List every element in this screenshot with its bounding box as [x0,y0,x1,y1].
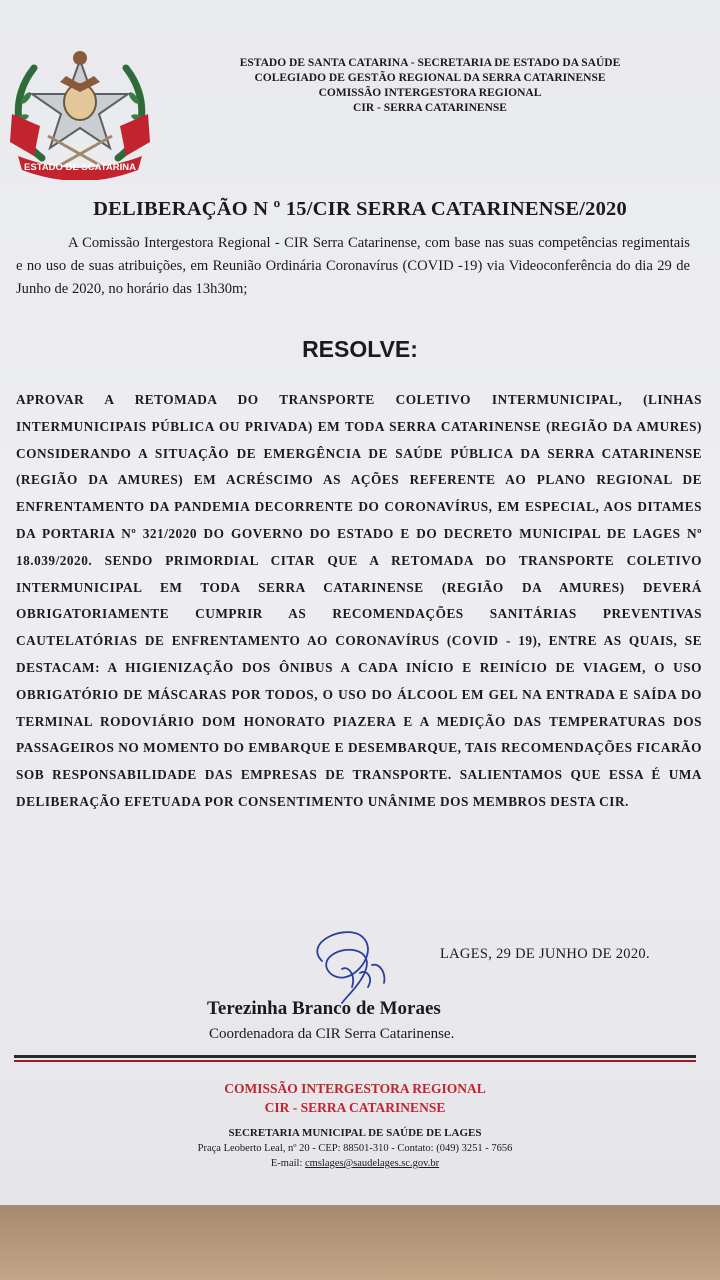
footer-email-link[interactable]: cmslages@saudelages.sc.gov.br [305,1158,440,1169]
letterhead-line-4: CIR - SERRA CATARINENSE [353,102,507,114]
letterhead-line-3: COMISSÃO INTERGESTORA REGIONAL [318,87,542,99]
footer-divider-accent [14,1060,696,1062]
resolve-heading: RESOLVE: [302,336,418,362]
document-date: LAGES, 29 DE JUNHO DE 2020. [440,946,650,962]
letterhead-line-1: ESTADO DE SANTA CATARINA - SECRETARIA DE ESTADO DA SAÚDE [239,57,621,69]
letterhead [160,56,700,116]
intro-text: A Comissão Intergestora Regional - CIR Serra Catarinense, com base nas suas competências regimentais e no uso de suas atribuições, em Reunião Ordinária Coronavírus (COVID -19) via Videoconferência do dia 29 de Junho de 2020, no horário das 13h30m; [16,235,690,297]
footer-org-line-1: COMISSÃO INTERGESTORA REGIONAL [224,1081,486,1096]
footer-email-line [140,1156,570,1171]
intro-paragraph [16,232,690,301]
resolution-body: APROVAR A RETOMADA DO TRANSPORTE COLETIVO INTERMUNICIPAL, (LINHAS INTERMUNICIPAIS PÚBLICA OU PRIVADA) EM TODA SERRA CATARINENSE (REGIÃO DA AMURES) CONSIDERANDO A SITUAÇÃO DE EMERGÊNCIA DE SAÚDE PÚBLICA DA SERRA CATARINENSE (REGIÃO DA AMURES) EM ACRÉSCIMO AS AÇÕES REFERENTE AO PLANO REGIONAL DE ENFRENTAMENTO DA PANDEMIA DECORRENTE DO CORONAVÍRUS, EM ESPECIAL, AOS DITAMES DA PORTARIA Nº 321/2020 DO GOVERNO DO ESTADO E DO DECRETO MUNICIPAL DE LAGES Nº 18.039/2020. SENDO PRIMORDIAL CITAR QUE A RETOMADA DO TRANSPORTE COLETIVO INTERMUNICIPAL EM TODA SERRA CATARINENSE (REGIÃO DA AMURES) DEVERÁ OBRIGATORIAMENTE CUMPRIR AS RECOMENDAÇÕES SANITÁRIAS PREVENTIVAS CAUTELATÓRIAS DE ENFRENTAMENTO AO CORONAVÍRUS (COVID - 19), ENTRE AS QUAIS, SE DESTACAM: A HIGIENIZAÇÃO DOS ÔNIBUS A CADA INÍCIO E REINÍCIO DE VIAGEM, O USO OBRIGATÓRIO DE MÁSCARAS POR TODOS, O USO DO ÁLCOOL EM GEL NA ENTRADA E SAÍDA DO TERMINAL RODOVIÁRIO DOM HONORATO PIAZERA E A MEDIÇÃO DAS TEMPERATURAS DOS PASSAGEIROS NO MOMENTO DO EMBARQUE E DESEMBARQUE, TAIS RECOMENDAÇÕES FICARÃO SOB RESPONSABILIDADE DAS EMPRESAS DE TRANSPORTE. SALIENTAMOS QUE ESSA É UMA DELIBERAÇÃO EFETUADA POR CONSENTIMENTO UNÂNIME DOS MEMBROS DESTA CIR. [16,392,702,809]
footer-divider [14,1055,696,1058]
footer-secretaria: SECRETARIA MUNICIPAL DE SAÚDE DE LAGES [228,1127,482,1139]
footer-org-line-2: CIR - SERRA CATARINENSE [264,1100,446,1115]
footer-address: Praça Leoberto Leal, nº 20 - CEP: 88501-310 - Contato: (049) 3251 - 7656 [197,1143,513,1154]
footer-email-label: E-mail: [270,1158,303,1169]
svg-text:ESTADO DE SCATARINA: ESTADO DE SCATARINA [24,162,136,173]
handwritten-signature [302,925,392,1007]
footer [140,1079,570,1171]
letterhead-line-2: COLEGIADO DE GESTÃO REGIONAL DA SERRA CATARINENSE [254,72,606,84]
state-coat-of-arms-icon [4,38,156,180]
table-surface [0,1205,720,1280]
signatory-name: Terezinha Branco de Moraes [207,998,441,1019]
signatory-role: Coordenadora da CIR Serra Catarinense. [209,1026,455,1042]
document-title: DELIBERAÇÃO N º 15/CIR SERRA CATARINENSE/2020 [93,198,627,220]
